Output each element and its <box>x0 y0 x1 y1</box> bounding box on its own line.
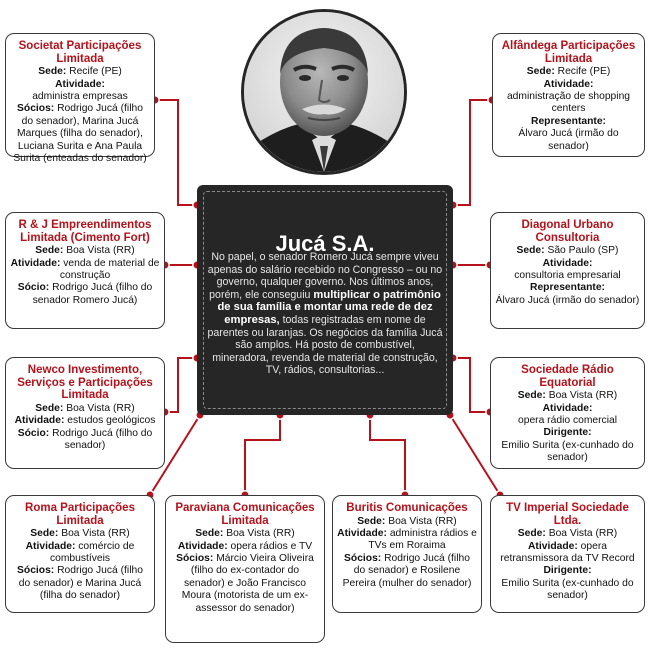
detail-value: Álvaro Jucá (irmão do senador) <box>495 294 640 306</box>
detail-label: Atividade: <box>10 257 61 269</box>
connector-alfandega <box>453 100 492 205</box>
detail-value: Boa Vista (RR) <box>223 528 295 540</box>
company-detail <box>10 565 150 602</box>
senator-portrait <box>241 9 407 175</box>
detail-value: administração de shopping centers <box>506 91 631 115</box>
company-name: Buritis Comunicações <box>346 502 468 514</box>
central-body-text-1: No papel, o senador Romero Jucá sempre viveu apenas do salário recebido no Congresso – ou no governo, qualquer governo. Nos últimos anos, porém, ele conseguiu <box>207 251 443 301</box>
detail-value: Rodrigo Jucá (filho do senador Romero Jucá) <box>32 282 153 306</box>
connector-buritis <box>370 415 405 495</box>
company-name: Paraviana Comunicações Limitada <box>175 502 315 527</box>
detail-label: Sede: <box>35 245 64 257</box>
company-card-buritis <box>332 495 482 613</box>
detail-label: Sede: <box>526 66 555 78</box>
detail-value: comércio de combustíveis <box>49 540 135 564</box>
detail-label: Representante: <box>530 282 605 294</box>
detail-label: Atividade: <box>25 540 76 552</box>
company-detail <box>10 66 150 78</box>
company-detail <box>495 295 640 307</box>
detail-label: Representante: <box>531 115 606 127</box>
detail-label: Sócios: <box>176 553 214 564</box>
central-title: Jucá S.A. <box>275 231 375 256</box>
company-detail <box>495 415 640 427</box>
detail-label: Atividade: <box>542 257 593 269</box>
detail-value: Boa Vista (RR) <box>58 528 130 540</box>
company-card-tvimperial <box>490 495 645 613</box>
company-card-newco <box>5 357 165 469</box>
detail-value: Rodrigo Jucá (filho do senador) e Rosilene Pereira (mulher do senador) <box>342 552 472 589</box>
detail-label: Atividade: <box>543 78 594 90</box>
detail-label: Sócios: <box>344 552 382 564</box>
company-card-diagonal <box>490 212 645 329</box>
connector-newco <box>165 358 197 412</box>
company-detail <box>495 440 640 465</box>
connector-paraviana <box>245 415 280 495</box>
company-card-rj <box>5 212 165 329</box>
company-name: Newco Investimento, Serviços e Participações Limitada <box>17 364 153 402</box>
company-detail <box>495 390 640 402</box>
company-detail <box>10 91 150 103</box>
company-detail <box>497 91 640 116</box>
company-detail <box>495 403 640 415</box>
company-detail <box>495 427 640 439</box>
company-detail <box>497 116 640 128</box>
detail-label: Sede: <box>357 515 386 527</box>
central-body-text-2: todas registradas em nome de parentes ou laranjas. Os negócios da família Jucá são amplos. Há posto de combustível, mineradora, revenda de material de construção, TV, rádios, consultorias... <box>207 313 443 377</box>
detail-value: opera rádios e TV <box>227 540 313 552</box>
detail-value: Álvaro Jucá (irmão do senador) <box>518 128 619 152</box>
detail-value: Rodrigo Jucá (filho do senador) <box>49 427 153 451</box>
detail-value: consultoria empresarial <box>514 270 621 281</box>
detail-value: Boa Vista (RR) <box>63 402 135 414</box>
central-body <box>207 251 443 377</box>
company-name: Alfândega Participações Limitada <box>501 40 636 65</box>
company-card-roma <box>5 495 155 613</box>
connector-radio <box>453 358 490 412</box>
company-name: R & J Empreendimentos Limitada (Cimento Fort) <box>18 219 152 244</box>
detail-label: Sede: <box>30 528 59 540</box>
company-name: Roma Participações Limitada <box>25 502 135 527</box>
company-card-societat <box>5 33 155 165</box>
company-detail <box>10 79 150 91</box>
detail-label: Atividade: <box>542 402 593 414</box>
detail-value: Boa Vista (RR) <box>545 390 618 402</box>
detail-value: venda de material de construção <box>59 257 160 281</box>
company-detail <box>495 528 640 540</box>
company-detail <box>337 528 477 553</box>
company-detail <box>170 528 320 540</box>
company-detail <box>497 79 640 91</box>
detail-value: Boa Vista (RR) <box>63 245 135 257</box>
detail-label: Sede: <box>517 528 546 540</box>
detail-value: Emilio Surita (ex-cunhado do senador) <box>501 439 634 464</box>
detail-value: opera rádio comercial <box>517 415 617 426</box>
detail-value: São Paulo (SP) <box>544 245 619 257</box>
company-detail <box>10 258 160 283</box>
central-panel <box>197 185 453 415</box>
detail-value: administra rádios e TVs em Roraima <box>368 528 477 552</box>
company-detail <box>495 541 640 566</box>
company-name: Diagonal Urbano Consultoria <box>521 219 614 244</box>
company-detail <box>10 528 150 540</box>
company-detail <box>170 553 320 615</box>
company-detail <box>495 270 640 282</box>
company-detail <box>10 103 150 165</box>
company-name: TV Imperial Sociedade Ltda. <box>506 502 629 527</box>
detail-label: Sócios: <box>17 565 55 577</box>
detail-value: Recife (PE) <box>66 66 122 78</box>
detail-label: Atividade: <box>528 540 578 552</box>
detail-value: Emilio Surita (ex-cunhado do senador) <box>501 577 634 602</box>
detail-value: Boa Vista (RR) <box>385 515 457 527</box>
detail-label: Sede: <box>38 66 67 78</box>
company-detail <box>497 128 640 153</box>
company-detail <box>170 541 320 553</box>
company-detail <box>495 578 640 603</box>
company-detail <box>497 66 640 78</box>
company-card-alfandega <box>492 33 645 157</box>
company-detail <box>495 282 640 294</box>
central-body-highlight: multiplicar o patrimônio de sua família e montar uma rede de dez empresas, <box>217 288 441 326</box>
detail-label: Sócio: <box>17 427 50 439</box>
detail-value: estudos geológicos <box>64 415 156 427</box>
company-detail <box>10 541 150 566</box>
company-detail <box>337 553 477 590</box>
detail-label: Atividade: <box>177 540 228 552</box>
detail-label: Dirigente: <box>543 565 592 577</box>
company-card-paraviana <box>165 495 325 643</box>
detail-value: Boa Vista (RR) <box>545 528 618 540</box>
company-name: Societat Participações Limitada <box>18 40 142 65</box>
company-name: Sociedade Rádio Equatorial <box>521 364 614 389</box>
detail-value: Recife (PE) <box>554 66 611 78</box>
detail-value: Rodrigo Jucá (filho do senador) e Marina Jucá (filha do senador) <box>18 565 143 602</box>
company-detail <box>10 428 160 453</box>
detail-value: Rodrigo Jucá (filho do senador), Marina Jucá Marques (filha do senador), Luciana Surita e Ana Paula Surita (enteadas do senador) <box>13 103 147 165</box>
detail-label: Sócio: <box>17 282 50 294</box>
company-detail <box>10 415 160 427</box>
company-detail <box>10 403 160 415</box>
detail-label: Sede: <box>516 245 545 257</box>
company-detail <box>495 245 640 257</box>
detail-label: Atividade: <box>55 78 105 90</box>
detail-label: Dirigente: <box>543 427 592 439</box>
detail-value: opera retransmissora da TV Record <box>500 540 635 564</box>
detail-value: administra empresas <box>32 91 128 102</box>
company-detail <box>495 565 640 577</box>
detail-label: Sede: <box>517 390 546 402</box>
company-detail <box>495 258 640 270</box>
connector-societat <box>155 100 197 205</box>
company-card-radio <box>490 357 645 469</box>
detail-label: Sócios: <box>17 103 55 115</box>
detail-label: Sede: <box>35 402 64 414</box>
detail-label: Sede: <box>195 528 224 540</box>
company-detail <box>10 245 160 257</box>
detail-label: Atividade: <box>337 528 387 539</box>
detail-value: Márcio Vieira Oliveira (filho do ex-contador do senador) e João Francisco Moura (motorista de um ex-assessor do senador) <box>181 553 314 614</box>
company-detail <box>337 516 477 528</box>
detail-label: Atividade: <box>14 415 65 427</box>
company-detail <box>10 282 160 307</box>
